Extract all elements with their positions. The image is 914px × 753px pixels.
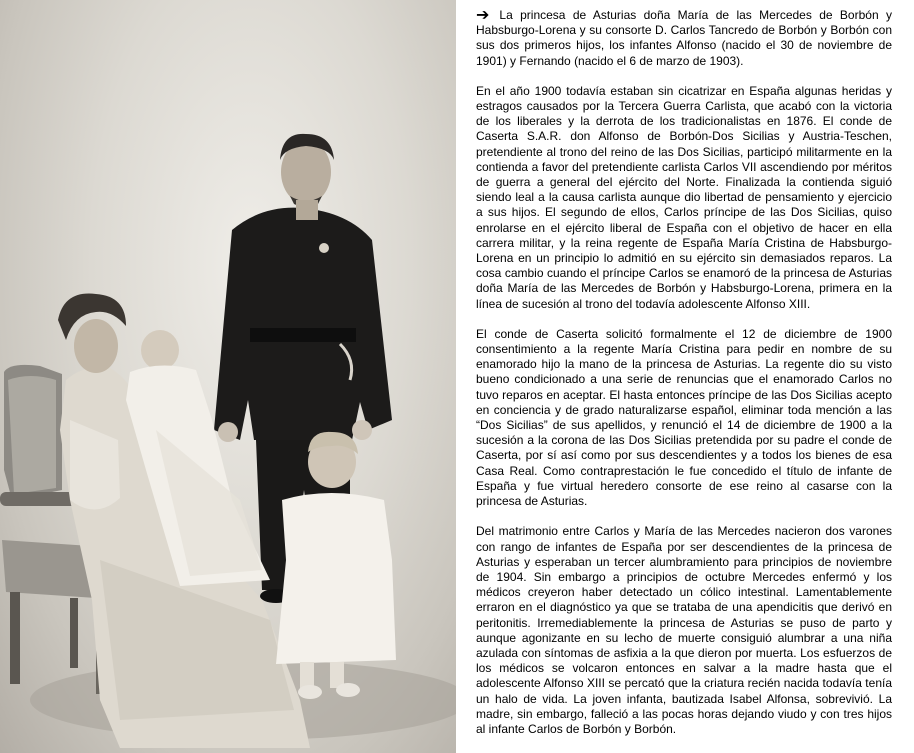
arrow-right-icon: ➔ [476,7,490,24]
caption-text: La princesa de Asturias doña María de las Mercedes de Borbón y Habsburgo-Lorena y su consorte D. Carlos Tancredo de Borbón y Borbón con sus dos primeros hijos, los infantes Alfonso (nacido el 30 de noviembre de 1901) y Fernando (nacido el 6 de marzo de 1903). [476,8,892,68]
family-portrait-photo [0,0,456,753]
article-paragraph-2: El conde de Caserta solicitó formalmente el 12 de diciembre de 1900 consentimiento a la regente María Cristina para pedir en nombre de su enamorado hijo la mano de la princesa de Asturias. La regente dio su visto bueno condicionado a una serie de renuncias que el enamorado Carlos no tuvo reparos en aceptar. El hasta entonces príncipe de las Dos Sicilias acepto en conciencia y de grado naturalizarse español, eliminar toda mención a las “Dos Sicilias” de sus apellidos, y renunció el 14 de diciembre de 1900 a la sucesión a la corona de las Dos Sicilias pretendida por su padre el conde de Caserta, por sí así como por sus descendientes y a todos los bienes de esa Casa Real. Como contraprestación le fue concedido el título de infante de España y fue virtual heredero consorte de ese reino al casarse con la princesa de Asturias. [476,326,892,509]
article-text [476,8,892,752]
article-paragraph-3: Del matrimonio entre Carlos y María de las Mercedes nacieron dos varones con rango de infantes de España por ser descendientes de la princesa de Asturias y esperaban un tercer alumbramiento para principios de noviembre de 1904. Sin embargo a principios de octubre Mercedes enfermó y los médicos creyeron haber detectado un cólico intestinal. Lamentablemente erraron en el diagnóstico ya que se trataba de una apendicitis que derivó en peritonitis. Irremediablemente la princesa de Asturias se puso de parto y aunque agonizante en su lecho de muerte consiguió alumbrar a una niña azulada con síntomas de asfixia a la que dieron por muerta. Los esfuerzos de los médicos se volcaron entonces en salvar a la madre hasta que el adolescente Alfonso XIII se percató que la criatura recién nacida todavía tenía un halo de vida. La joven infanta, bautizada Isabel Alfonsa, sobrevivió. La madre, sin embargo, falleció a las pocas horas dejando viudo y con tres hijos al infante Carlos de Borbón y Borbón. [476,524,892,736]
article-paragraph-1: En el año 1900 todavía estaban sin cicatrizar en España algunas heridas y estragos causados por la Tercera Guerra Carlista, que acabó con la victoria de los liberales y la derrota de los tradicionalistas en 1876. El conde de Caserta S.A.R. don Alfonso de Borbón-Dos Sicilias y Austria-Teschen, pretendiente al trono del reino de las Dos Sicilias, participó militarmente en la contienda a favor del pretendiente carlista Carlos VII ascendiendo por méritos de guerra a general del ejército del Norte. Finalizada la contienda siguió siendo leal a la causa carlista aunque dio libertad de pensamiento y ejercicio a sus hijos. El segundo de ellos, Carlos príncipe de las Dos Sicilias, quiso enrolarse en el ejército liberal de España con el objetivo de hacer en ella carrera militar, y la reina regente de España María Cristina de Habsburgo-Lorena en un principio lo admitió en su ejército sin demasiados reparos. La cosa cambio cuando el príncipe Carlos se enamoró de la princesa de Asturias doña María de las Mercedes de Borbón y Habsburgo-Lorena, primera en la línea de sucesión al trono del todavía adolescente Alfonso XIII. [476,83,892,311]
portrait-photograph-icon [0,0,456,753]
photo-caption [476,8,892,69]
